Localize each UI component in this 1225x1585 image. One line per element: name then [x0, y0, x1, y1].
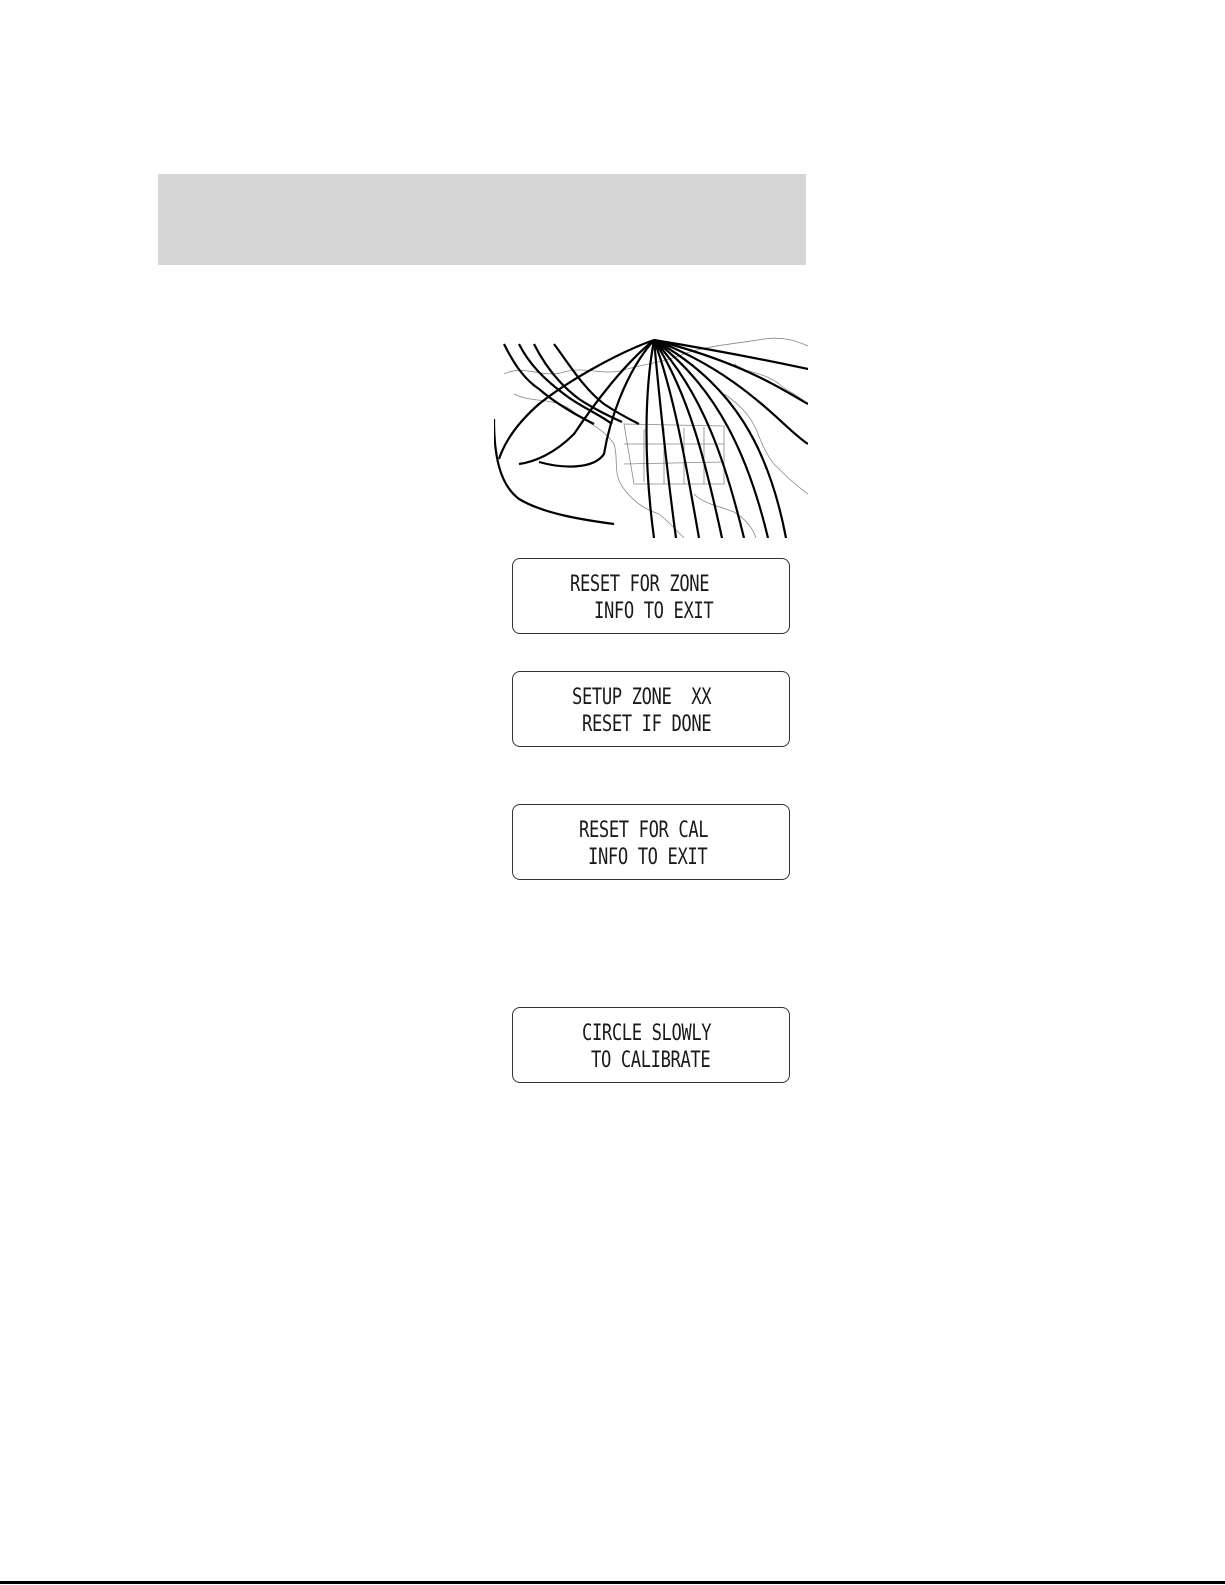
- magnetic-zone-map: [494, 334, 808, 538]
- lcd-line-1: RESET FOR ZONE: [570, 572, 710, 597]
- lcd-line-1: CIRCLE SLOWLY: [582, 1021, 712, 1046]
- lcd-line-2: INFO TO EXIT: [588, 845, 708, 870]
- footer-rule: [0, 1581, 1225, 1584]
- section-header-band: [158, 174, 806, 265]
- lcd-line-2: RESET IF DONE: [582, 712, 712, 737]
- lcd-line-1: SETUP ZONE XX: [572, 685, 712, 710]
- lcd-display-reset-for-cal: [512, 804, 790, 880]
- lcd-display-setup-zone: [512, 671, 790, 747]
- lcd-line-2: INFO TO EXIT: [594, 599, 714, 624]
- magnetic-zone-map-icon: [494, 334, 808, 538]
- lcd-line-1: RESET FOR CAL: [579, 818, 709, 843]
- lcd-display-circle-slowly: [512, 1007, 790, 1083]
- lcd-display-reset-for-zone: [512, 558, 790, 634]
- lcd-line-2: TO CALIBRATE: [591, 1048, 711, 1073]
